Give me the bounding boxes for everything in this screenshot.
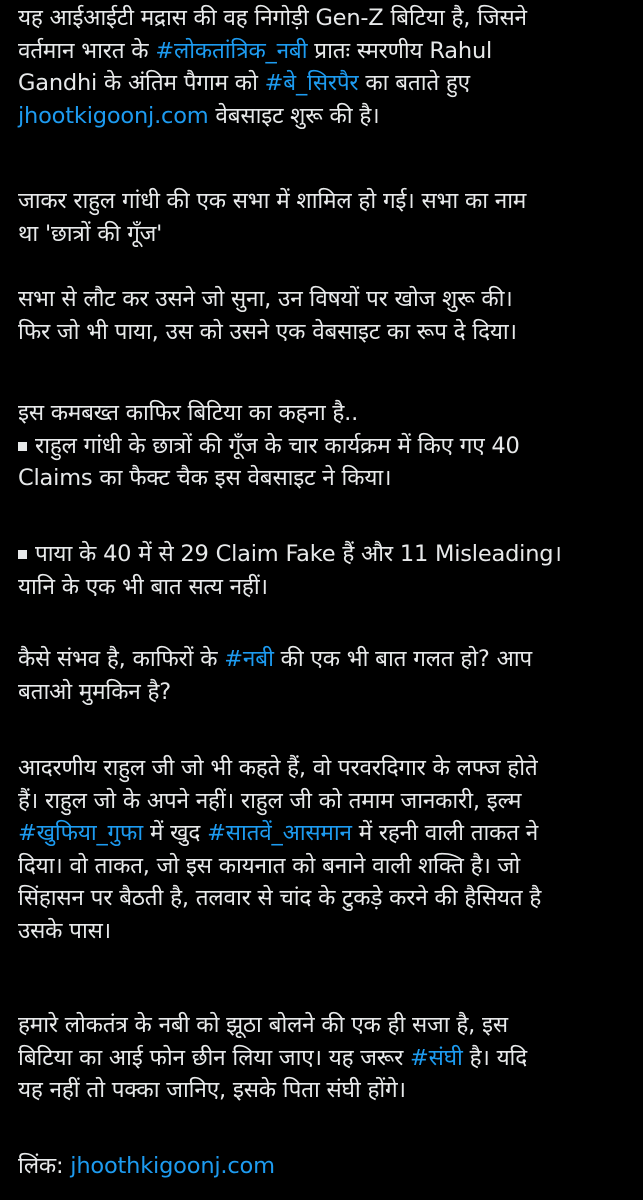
hashtag-satven-aasman[interactable]: #सातवें_आसमान: [207, 820, 352, 846]
post-text: Gandhi के अंतिम पैगाम को: [18, 70, 265, 96]
post-text: का बताते हुए: [358, 70, 470, 96]
post-text-line: [18, 643, 532, 676]
post-text-line: हमारे लोकतंत्र के नबी को झूठा बोलने की एक ही सजा है, इस: [18, 1012, 508, 1038]
post-text-line: [18, 35, 527, 68]
post-text: पाया के 40 में से 29 Claim Fake हैं और 11 Misleading।: [35, 541, 562, 567]
bullet-line: [18, 538, 562, 571]
post-text-line: फिर जो भी पाया, उस को उसने एक वेबसाइट का रूप दे दिया।: [18, 318, 517, 345]
post-text-line: यह आईआईटी मद्रास की वह निगोड़ी Gen-Z बिटिया है, जिसने: [18, 5, 527, 31]
paragraph-praise: [18, 752, 541, 947]
post-text-line: [18, 1042, 527, 1075]
paragraph-question: [18, 643, 532, 708]
post-text-line: था 'छात्रों की गूँज': [18, 220, 163, 247]
post-text-line: इस कमबख्त काफिर बिटिया का कहना है..: [18, 400, 359, 426]
post-text: प्रातः स्मरणीय Rahul: [307, 37, 493, 64]
post-text-line: आदरणीय राहुल जी जो भी कहते हैं, वो परवरदिगार के लफ्ज होते: [18, 755, 538, 781]
post-text-line: [18, 817, 541, 850]
bullet-square-icon: [18, 550, 27, 559]
post-text-line: दिया। वो ताकत, जो इस कायनात को बनाने वाली शक्ति है। जो: [18, 852, 520, 879]
post-text-line: यह नहीं तो पक्का जानिए, इसके पिता संघी होंगे।: [18, 1077, 406, 1103]
post-text-line: [18, 1150, 275, 1183]
post-text: में रहनी वाली ताकत ने: [351, 820, 539, 846]
post-text-line: [18, 67, 527, 100]
bullet-square-icon: [18, 442, 27, 451]
post-text: में खुद: [143, 820, 208, 846]
post-text: की एक भी बात गलत हो? आप: [273, 646, 532, 672]
paragraph-link: [18, 1150, 275, 1183]
paragraph-sabha: [18, 185, 526, 250]
bullet-line: [18, 430, 520, 463]
hashtag-sanghi[interactable]: #संघी: [410, 1044, 463, 1071]
post-text-line: Claims का फैक्ट चैक इस वेबसाइट ने किया।: [18, 465, 392, 491]
hashtag-be-sirpair[interactable]: #बे_सिरपैर: [264, 70, 359, 96]
paragraph-findings: [18, 538, 562, 603]
link-label: लिंक:: [18, 1153, 71, 1179]
post-text-line: जाकर राहुल गांधी की एक सभा में शामिल हो गई। सभा का नाम: [18, 188, 527, 214]
post-text: कैसे संभव है, काफिरों के: [18, 646, 225, 672]
post-text-line: उसके पास।: [18, 917, 111, 944]
paragraph-research: [18, 283, 517, 348]
post-text-line: हैं। राहुल जो के अपने नहीं। राहुल जी को तमाम जानकारी, इल्म: [18, 787, 522, 814]
hashtag-nabi[interactable]: #नबी: [224, 646, 274, 672]
post-text-line: सभा से लौट कर उसने जो सुना, उन विषयों पर खोज शुरू की।: [18, 286, 513, 312]
website-link[interactable]: jhootkigoonj.com: [18, 102, 209, 129]
post-text: वर्तमान भारत के: [18, 37, 156, 64]
paragraph-claims: [18, 397, 520, 495]
post-text-line: यानि के एक भी बात सत्य नहीं।: [18, 573, 268, 600]
post-text: राहुल गांधी के छात्रों की गूँज के चार कार्यक्रम में किए गए 40: [35, 432, 520, 459]
post-text-line: [18, 100, 527, 133]
hashtag-khufiya-gufa[interactable]: #खुफिया_गुफा: [18, 820, 144, 846]
post-text: है। यदि: [462, 1044, 528, 1071]
post-text-line: बताओ मुमकिन है?: [18, 678, 172, 705]
paragraph-intro: [18, 2, 527, 132]
post-text: बिटिया का आई फोन छीन लिया जाए। यह जरूर: [18, 1044, 411, 1071]
paragraph-punishment: [18, 1009, 527, 1107]
website-link-footer[interactable]: jhoothkigoonj.com: [70, 1153, 275, 1179]
hashtag-loktantrik-nabi[interactable]: #लोकतांत्रिक_नबी: [155, 37, 308, 64]
post-text-line: सिंहासन पर बैठती है, तलवार से चांद के टुकड़े करने की हैसियत है: [18, 885, 542, 911]
post-text: वेबसाइट शुरू की है।: [208, 102, 380, 129]
